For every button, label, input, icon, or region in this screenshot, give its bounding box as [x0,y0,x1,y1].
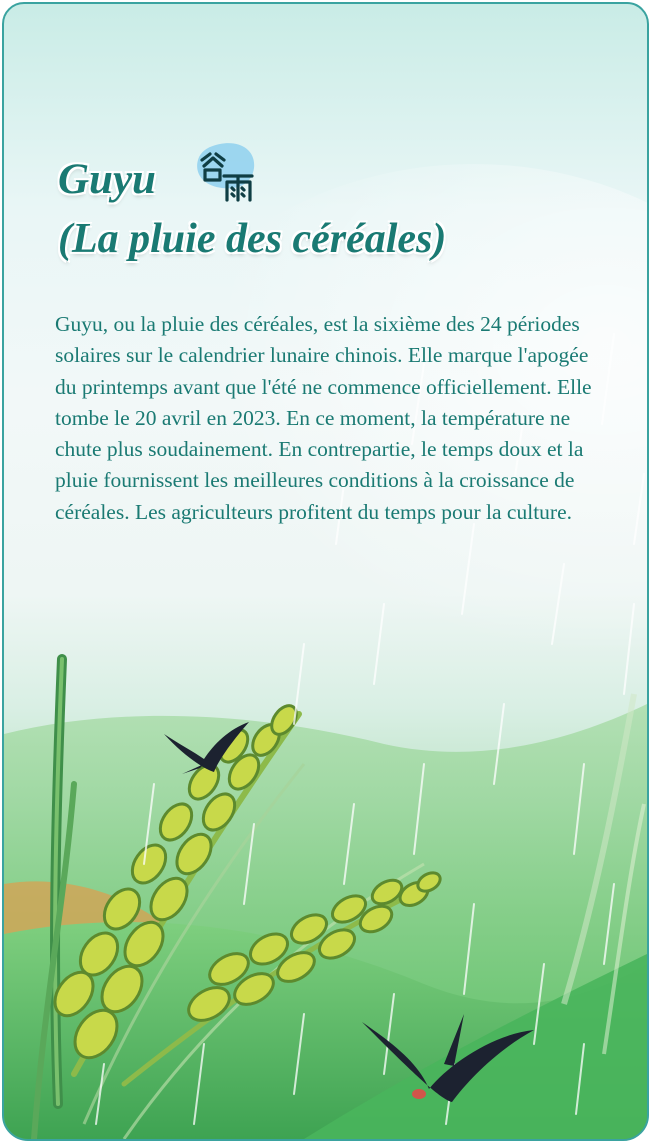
description-paragraph: Guyu, ou la pluie des céréales, est la sixième des 24 périodes solaires sur le calendrier lunaire chinois. Elle marque l'apogée du printemps avant que l'été ne commence officiellement. Elle tombe le 20 avril en 2023. En ce moment, la température ne chute plus soudainement. En contrepartie, le temps doux et la pluie fournissent les meilleures conditions à la croissance de céréales. Les agriculteurs profitent du temps pour la culture. [55,312,592,524]
poster-card [2,2,649,1141]
title-subtitle: (La pluie des céréales) [58,216,447,262]
guyu-seal-icon [190,140,262,204]
title-guyu: Guyu [58,156,156,203]
